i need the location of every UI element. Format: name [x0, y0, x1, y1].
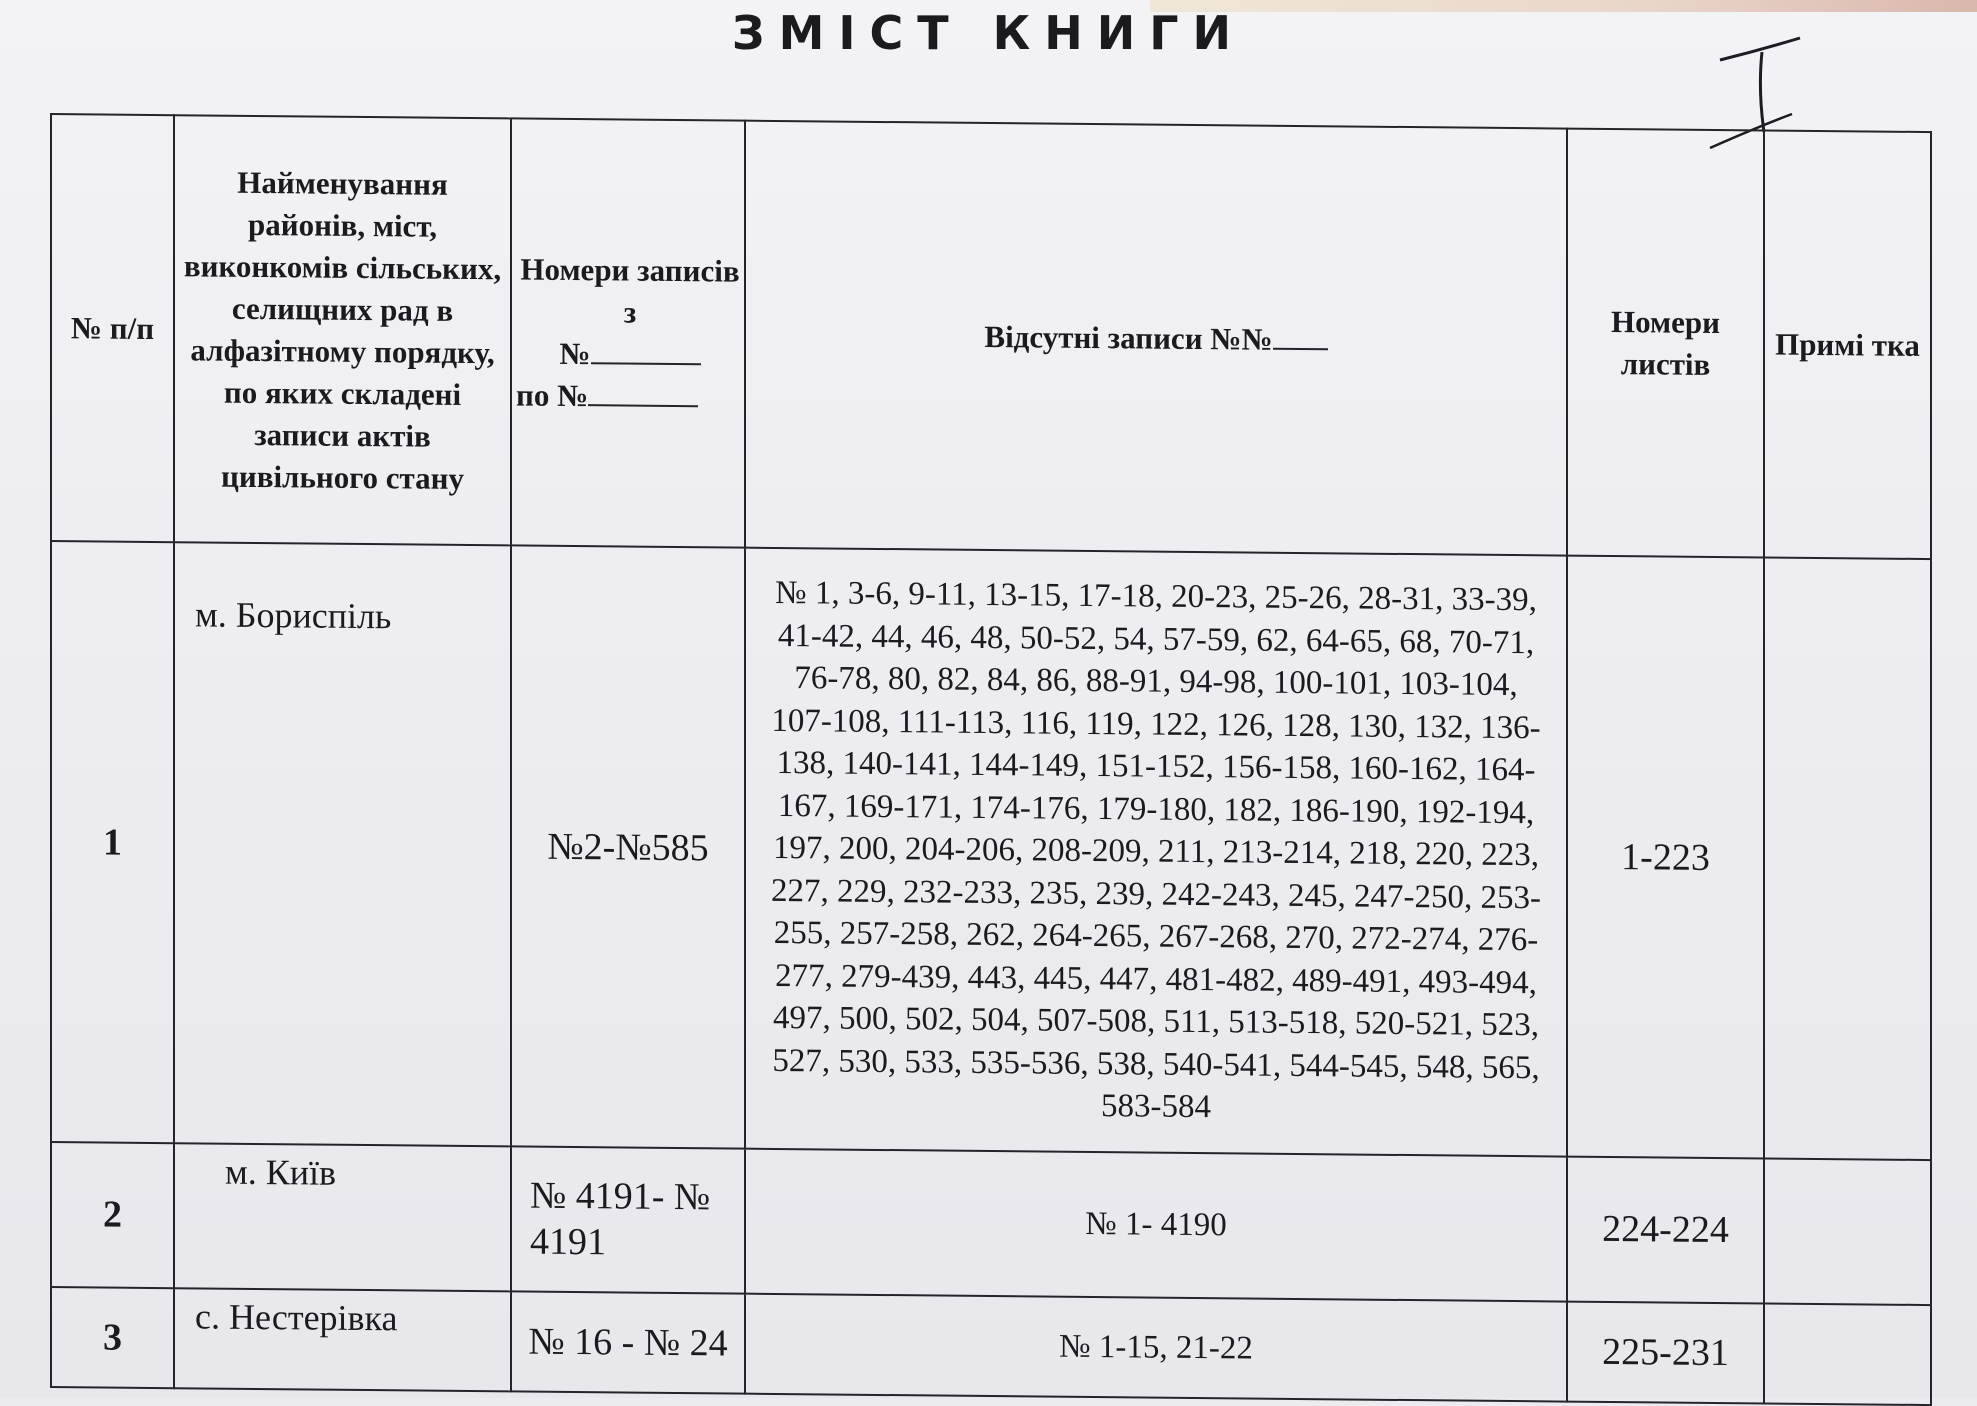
row-num: 1 — [51, 541, 174, 1143]
header-range-line1: Номери записів з — [520, 251, 740, 330]
row-note — [1764, 1158, 1931, 1305]
header-place: Найменування районів, міст, виконкомів сільських, селищних рад в алфазітному порядку, по яких складені записи актів цивільного стану — [174, 115, 511, 546]
row-range: № 16 - № 24 — [511, 1291, 745, 1393]
table-row — [51, 1142, 1931, 1305]
row-num: 2 — [51, 1142, 174, 1288]
document-title: ЗМІСТ КНИГИ — [731, 6, 1246, 60]
row-missing: № 1-15, 21-22 — [745, 1294, 1567, 1402]
row-missing: № 1, 3-6, 9-11, 13-15, 17-18, 20-23, 25-26, 28-31, 33-39, 41-42, 44, 46, 48, 50-52, 54, 57-59, 62, 64-65, 68, 70-71, 76-78, 80, 82, 84, 86, 88-91, 94-98, 100-101, 103-104, 107-108, 111-113, 116, 119, 122, 126, 128, 130, 132, 136-138, 140-141, 144-149, 151-152, 156-158, 160-162, 164-167, 169-171, 174-176, 179-180, 182, 186-190, 192-194, 197, 200, 204-206, 208-209, 211, 213-214, 218, 220, 223, 227, 229, 232-233, 235, 239, 242-243, 245, 247-250, 253-255, 257-258, 262, 264-265, 267-268, 270, 272-274, 276-277, 279-439, 443, 445, 447, 481-482, 489-491, 493-494, 497, 500, 502, 504, 507-508, 511, 513-518, 520-521, 523, 527, 530, 533, 535-536, 538, 540-541, 544-545, 548, 565, 583-584 — [745, 548, 1567, 1156]
header-missing — [745, 121, 1567, 556]
row-place: м. Київ — [174, 1143, 511, 1291]
header-num: № п/п — [51, 114, 174, 543]
row-note — [1764, 558, 1931, 1160]
row-missing: № 1- 4190 — [745, 1148, 1567, 1301]
row-place: с. Нестерівка — [174, 1288, 511, 1391]
row-place: м. Бориспіль — [174, 543, 511, 1147]
table-row — [51, 541, 1931, 1160]
header-range — [511, 118, 745, 548]
row-sheets: 225-231 — [1567, 1301, 1764, 1403]
row-range: №2-№585 — [511, 546, 745, 1149]
table-row — [51, 1287, 1931, 1405]
header-row — [51, 114, 1931, 559]
row-sheets: 1-223 — [1567, 556, 1764, 1158]
header-sheets: Номери листів — [1567, 129, 1764, 558]
header-note: Примі тка — [1764, 130, 1931, 559]
row-sheets: 224-224 — [1567, 1156, 1764, 1303]
header-missing-label: Відсутні записи №№ — [984, 318, 1273, 357]
contents-table — [50, 113, 1932, 1406]
row-note — [1764, 1303, 1931, 1405]
row-num: 3 — [51, 1287, 174, 1388]
row-range: № 4191- № 4191 — [511, 1146, 745, 1293]
header-range-line3: по № — [516, 377, 589, 413]
header-range-line2: № — [559, 335, 591, 371]
